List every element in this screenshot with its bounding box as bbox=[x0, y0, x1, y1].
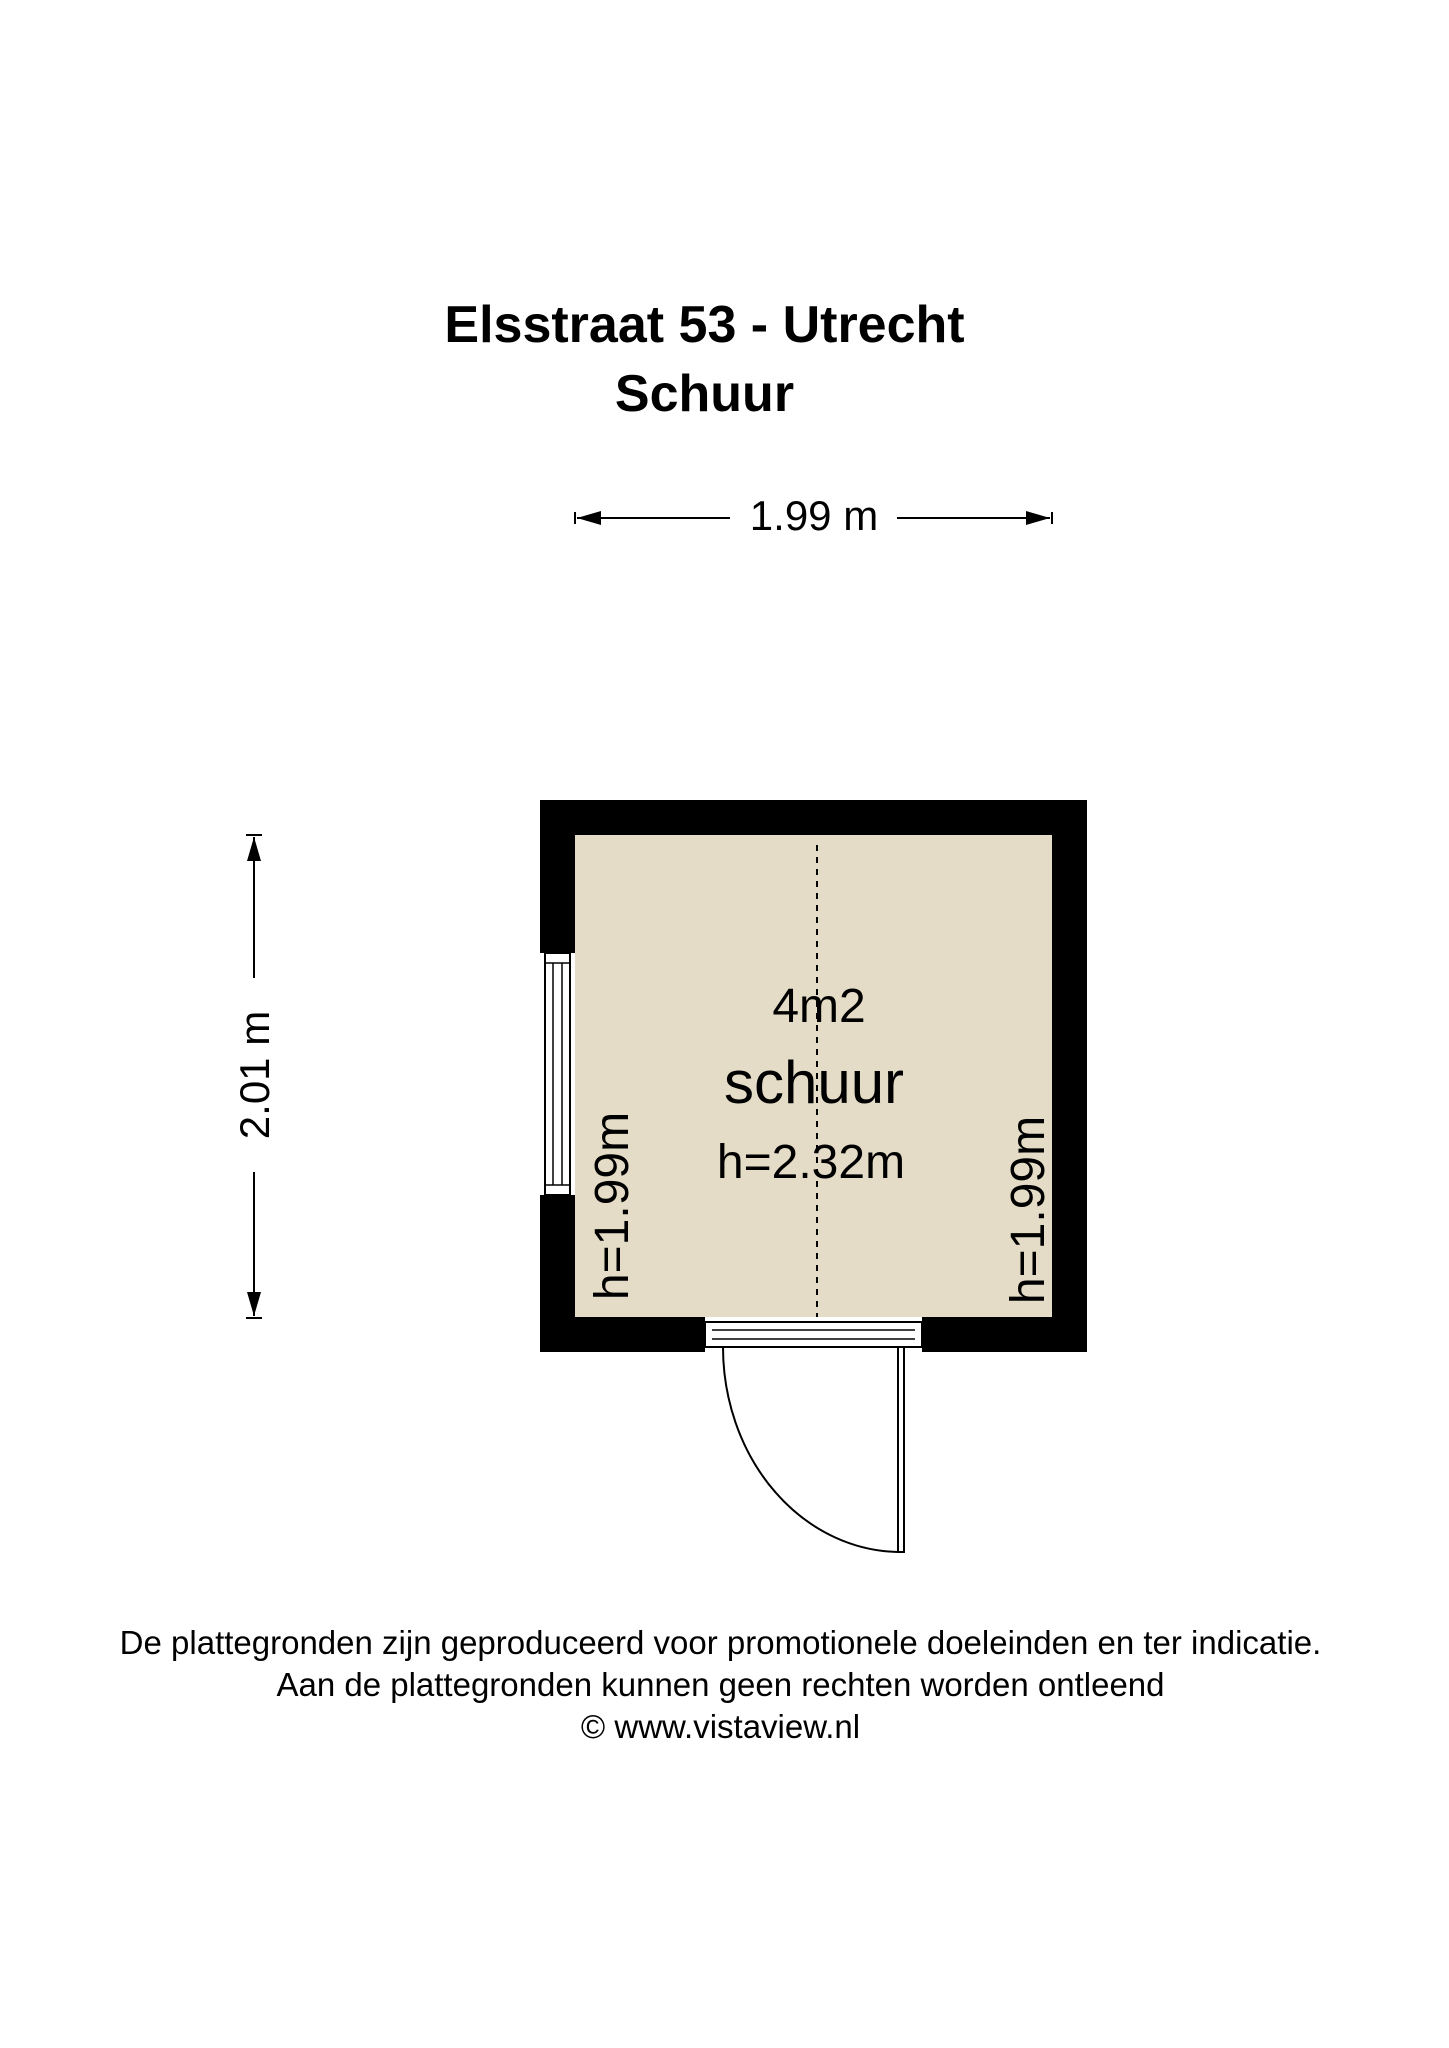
room-area: 4m2 bbox=[772, 980, 866, 1033]
door bbox=[705, 1322, 922, 1552]
wall-left-upper bbox=[540, 800, 575, 953]
wall-top bbox=[540, 800, 1087, 835]
depth-dim-arrow-bottom bbox=[247, 1292, 261, 1316]
wall-height-left: h=1.99m bbox=[586, 1111, 639, 1301]
disclaimer-line-2: Aan de plattegronden kunnen geen rechten worden ontleend bbox=[276, 1666, 1165, 1703]
wall-height-right: h=1.99m bbox=[1002, 1115, 1055, 1305]
wall-bottom-right bbox=[922, 1317, 1087, 1352]
width-dim-arrow-right bbox=[1026, 511, 1050, 525]
depth-dim-label: 2.01 m bbox=[231, 1010, 278, 1140]
door-swing-arc bbox=[723, 1347, 901, 1552]
wall-right bbox=[1052, 800, 1087, 1352]
copyright-line: © www.vistaview.nl bbox=[580, 1708, 861, 1745]
door-leaf bbox=[898, 1347, 904, 1552]
depth-dimension bbox=[231, 835, 278, 1318]
page-title: Elsstraat 53 - Utrecht bbox=[444, 296, 965, 354]
page-subtitle: Schuur bbox=[614, 365, 795, 423]
disclaimer-line-1: De plattegronden zijn geproduceerd voor promotionele doeleinden en ter indicatie. bbox=[119, 1624, 1322, 1661]
window-left bbox=[545, 953, 570, 1195]
width-dimension bbox=[575, 492, 1052, 539]
depth-dim-arrow-top bbox=[247, 837, 261, 861]
window-frame bbox=[545, 953, 570, 1195]
room-height: h=2.32m bbox=[716, 1136, 906, 1189]
room-name: schuur bbox=[723, 1049, 905, 1116]
wall-bottom-left bbox=[540, 1317, 705, 1352]
width-dim-label: 1.99 m bbox=[749, 492, 879, 539]
door-threshold bbox=[705, 1322, 922, 1347]
width-dim-arrow-left bbox=[577, 511, 601, 525]
